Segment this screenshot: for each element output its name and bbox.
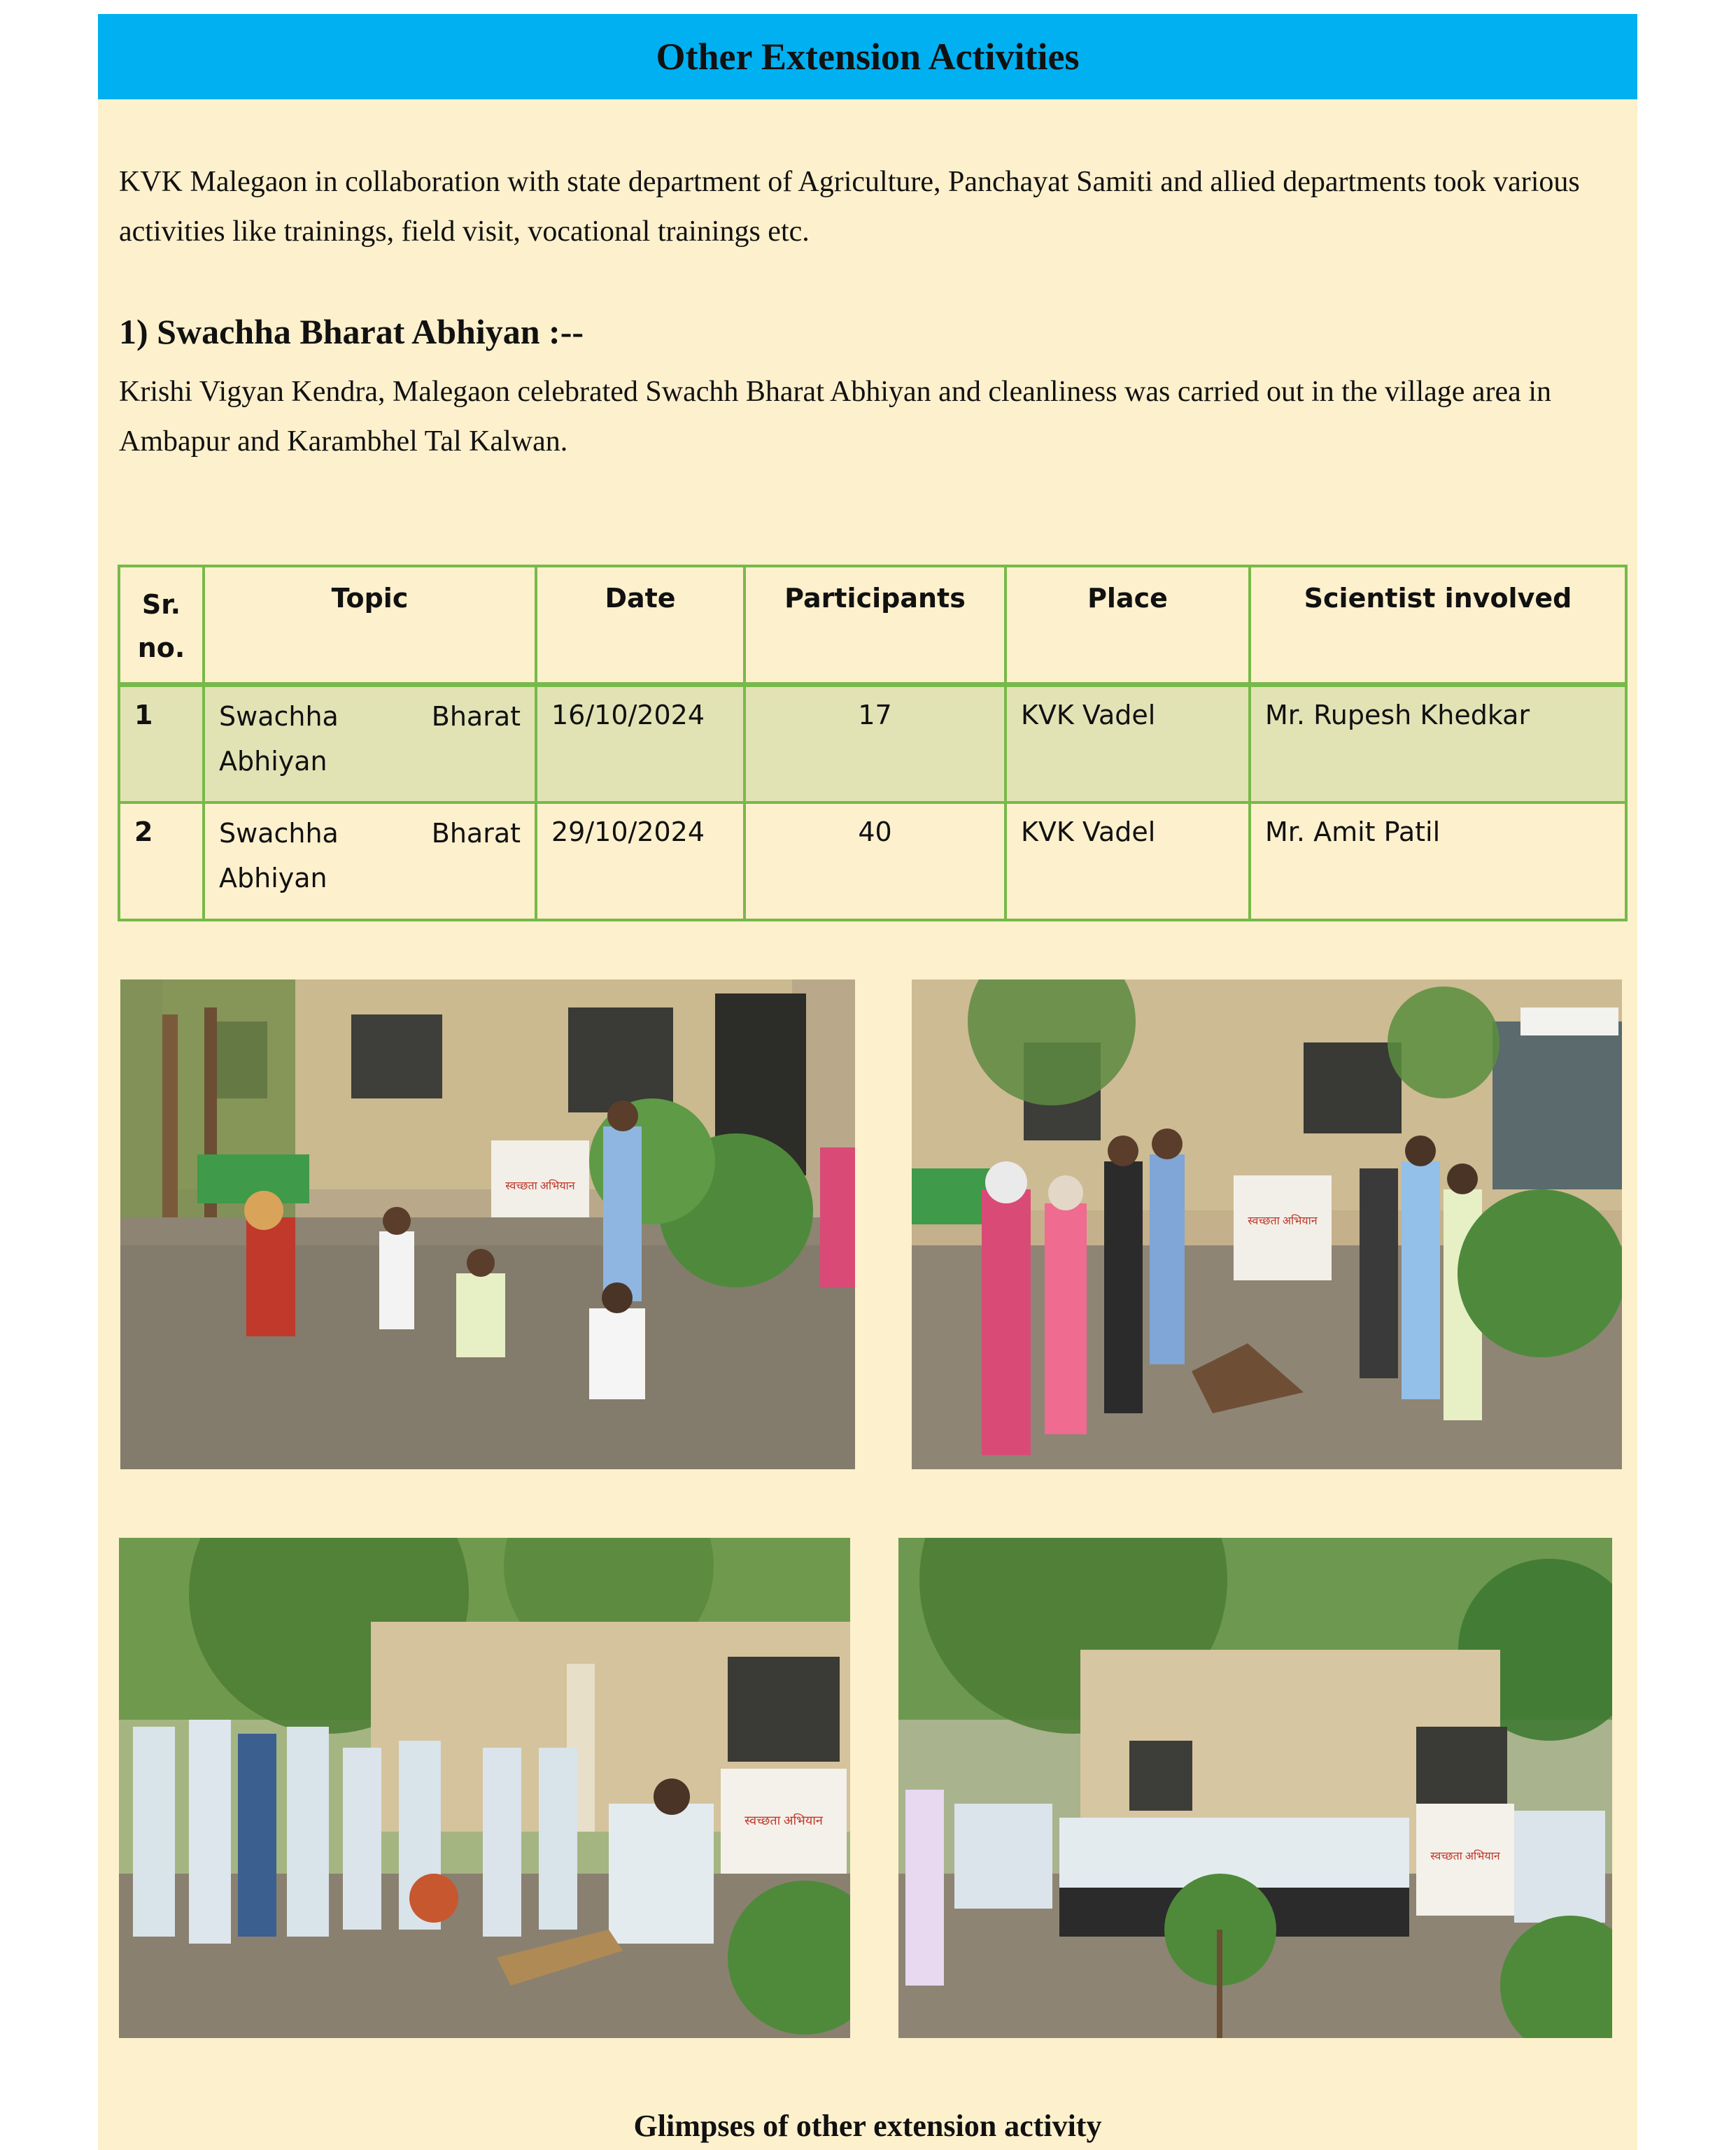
title-banner: [98, 14, 1637, 99]
page-title: Other Extension Activities: [656, 36, 1080, 78]
activity-photo-4: [898, 1538, 1612, 2038]
topic-word: Bharat: [431, 817, 521, 849]
section-heading: 1) Swachha Bharat Abhiyan :--: [119, 312, 584, 351]
cell-place: KVK Vadel: [1005, 802, 1250, 920]
cell-place: KVK Vadel: [1005, 685, 1250, 802]
activity-photo-2: [912, 979, 1622, 1469]
activity-photo-3: [119, 1538, 850, 2038]
activities-table: [118, 565, 1628, 921]
header-date: Date: [536, 566, 744, 685]
page-panel: [98, 14, 1637, 2150]
photo-banner-text: स्वच्छता अभियान: [744, 1813, 823, 1827]
topic-word: Bharat: [431, 701, 521, 732]
table-row: [119, 685, 1626, 802]
cell-scientist: Mr. Rupesh Khedkar: [1250, 685, 1626, 802]
header-topic: Topic: [204, 566, 536, 685]
header-sr-line1: Sr.: [141, 589, 181, 620]
cell-participants: 17: [744, 685, 1005, 802]
cell-sr: 1: [119, 685, 204, 802]
topic-word: Abhiyan: [219, 862, 327, 893]
topic-word: Swachha: [219, 701, 339, 732]
header-scientist: Scientist involved: [1250, 566, 1626, 685]
photo-caption: Glimpses of other extension activity: [633, 2109, 1102, 2143]
cell-participants: 40: [744, 802, 1005, 920]
cell-topic: [204, 685, 536, 802]
cell-topic: [204, 802, 536, 920]
cell-sr: 2: [119, 802, 204, 920]
cell-date: 29/10/2024: [536, 802, 744, 920]
intro-paragraph: KVK Malegaon in collaboration with state department of Agriculture, Panchayat Samiti and allied departments took various activities like trainings, field visit, vocational trainings etc.: [119, 166, 1580, 248]
table-row: [119, 802, 1626, 920]
activity-photo-1: [120, 979, 855, 1469]
header-sr-no: [119, 566, 204, 685]
photo-banner-text: स्वच्छता अभियान: [1430, 1851, 1500, 1862]
photo-banner-text: स्वच्छता अभियान: [505, 1180, 575, 1192]
topic-word: Abhiyan: [219, 746, 327, 777]
cell-scientist: Mr. Amit Patil: [1250, 802, 1626, 920]
topic-word: Swachha: [219, 817, 339, 849]
header-sr-line2: no.: [137, 632, 185, 663]
header-participants: Participants: [744, 566, 1005, 685]
cell-date: 16/10/2024: [536, 685, 744, 802]
photo-banner-text: स्वच्छता अभियान: [1248, 1215, 1318, 1227]
table-header-row: [119, 566, 1626, 685]
section-paragraph: Krishi Vigyan Kendra, Malegaon celebrated Swachh Bharat Abhiyan and cleanliness was carried out in the village area in Ambapur and Karambhel Tal Kalwan.: [119, 376, 1551, 458]
header-place: Place: [1005, 566, 1250, 685]
